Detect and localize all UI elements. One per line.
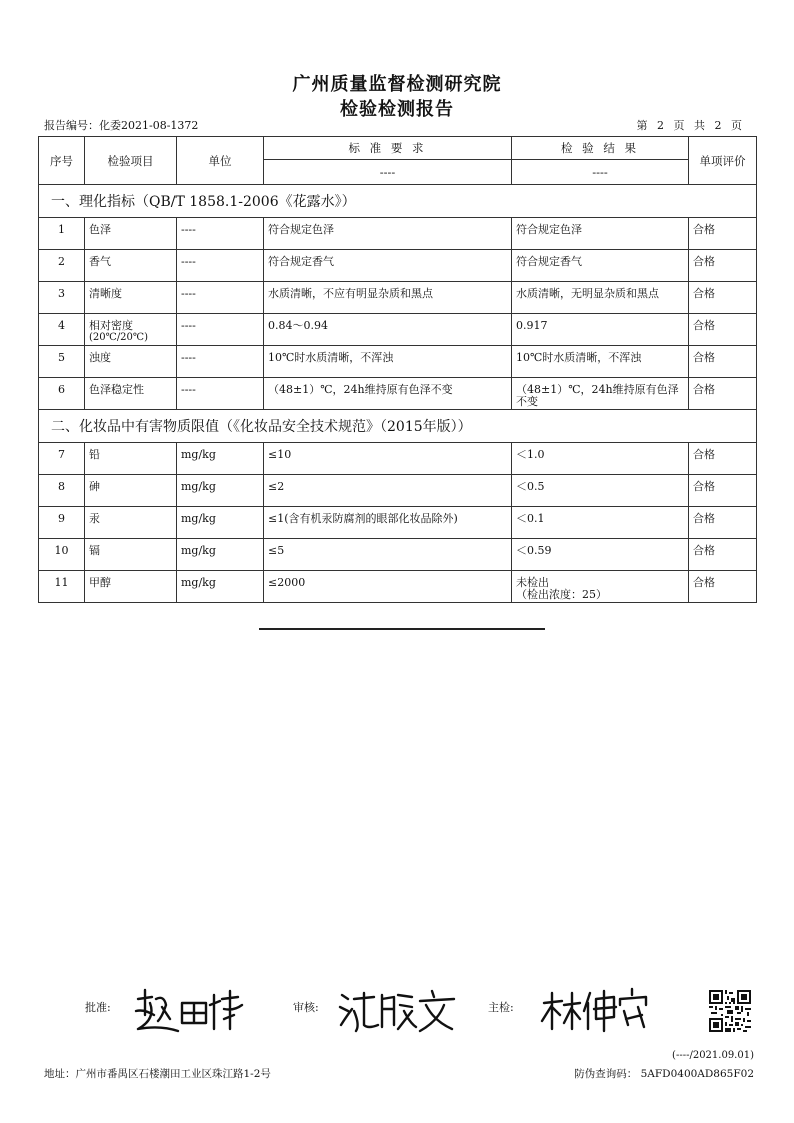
row-unit: ---- bbox=[177, 250, 264, 282]
table-row bbox=[39, 314, 757, 346]
row-unit: ---- bbox=[177, 218, 264, 250]
row-standard: 水质清晰，不应有明显杂质和黑点 bbox=[264, 282, 512, 314]
table-row bbox=[39, 571, 757, 603]
row-result: ＜1.0 bbox=[512, 443, 689, 475]
row-result: 水质清晰，无明显杂质和黑点 bbox=[512, 282, 689, 314]
row-unit: mg/kg bbox=[177, 475, 264, 507]
table-row bbox=[39, 539, 757, 571]
inspect-label: 主检: bbox=[488, 1001, 514, 1014]
end-of-table-rule bbox=[259, 628, 545, 630]
row-item bbox=[85, 314, 177, 346]
row-evaluation: 合格 bbox=[689, 507, 757, 539]
row-evaluation: 合格 bbox=[689, 571, 757, 603]
col-seq-header: 序号 bbox=[39, 137, 85, 185]
row-unit: ---- bbox=[177, 314, 264, 346]
row-item: 铅 bbox=[85, 443, 177, 475]
row-seq: 3 bbox=[39, 282, 85, 314]
row-standard: ≤2 bbox=[264, 475, 512, 507]
row-standard: 10℃时水质清晰，不浑浊 bbox=[264, 346, 512, 378]
row-item: 汞 bbox=[85, 507, 177, 539]
row-result: ＜0.5 bbox=[512, 475, 689, 507]
row-unit: ---- bbox=[177, 282, 264, 314]
row-evaluation: 合格 bbox=[689, 378, 757, 410]
approve-label: 批准: bbox=[85, 1001, 111, 1014]
row-evaluation: 合格 bbox=[689, 250, 757, 282]
row-result: 0.917 bbox=[512, 314, 689, 346]
row-standard: （48±1）℃，24h维持原有色泽不变 bbox=[264, 378, 512, 410]
row-item-note: (20℃/20℃) bbox=[89, 332, 148, 343]
report-number: 报告编号：化委2021-08-1372 bbox=[44, 119, 199, 132]
row-item: 浊度 bbox=[85, 346, 177, 378]
report-title: 检验检测报告 bbox=[340, 99, 454, 120]
row-standard: 0.84～0.94 bbox=[264, 314, 512, 346]
row-result: 10℃时水质清晰，不浑浊 bbox=[512, 346, 689, 378]
row-unit: mg/kg bbox=[177, 507, 264, 539]
row-seq: 4 bbox=[39, 314, 85, 346]
col-unit-header: 单位 bbox=[177, 137, 264, 185]
table-row bbox=[39, 443, 757, 475]
table-row bbox=[39, 507, 757, 539]
row-evaluation: 合格 bbox=[689, 475, 757, 507]
row-evaluation: 合格 bbox=[689, 314, 757, 346]
review-label: 审核: bbox=[293, 1001, 319, 1014]
row-unit: mg/kg bbox=[177, 539, 264, 571]
row-seq: 10 bbox=[39, 539, 85, 571]
row-result-note: （检出浓度：25） bbox=[516, 588, 607, 601]
row-seq: 1 bbox=[39, 218, 85, 250]
row-result: 符合规定色泽 bbox=[512, 218, 689, 250]
row-seq: 8 bbox=[39, 475, 85, 507]
row-item-name: 相对密度 bbox=[89, 319, 133, 332]
anti-fake-code: 防伪查询码： 5AFD0400AD865F02 bbox=[574, 1068, 754, 1080]
qr-code-icon bbox=[709, 990, 751, 1032]
row-standard: 符合规定香气 bbox=[264, 250, 512, 282]
page-info: 第 2 页 共 2 页 bbox=[636, 119, 742, 132]
col-result-header: 检 验 结 果 bbox=[512, 137, 689, 160]
row-unit: ---- bbox=[177, 378, 264, 410]
row-seq: 7 bbox=[39, 443, 85, 475]
row-seq: 5 bbox=[39, 346, 85, 378]
row-standard: 符合规定色泽 bbox=[264, 218, 512, 250]
row-standard: ≤1(含有机汞防腐剂的眼部化妆品除外) bbox=[264, 507, 512, 539]
issue-date: (----/2021.09.01) bbox=[672, 1050, 754, 1061]
row-evaluation: 合格 bbox=[689, 539, 757, 571]
row-seq: 9 bbox=[39, 507, 85, 539]
row-item: 色泽稳定性 bbox=[85, 378, 177, 410]
table-row bbox=[39, 475, 757, 507]
table-row bbox=[39, 346, 757, 378]
section-title: 一、理化指标（QB/T 1858.1-2006《花露水》） bbox=[39, 185, 757, 218]
row-result bbox=[512, 571, 689, 603]
inspect-signature bbox=[540, 985, 650, 1035]
row-standard: ≤5 bbox=[264, 539, 512, 571]
col-evaluation-header: 单项评价 bbox=[689, 137, 757, 185]
col-result-subheader: ---- bbox=[512, 160, 689, 185]
table-row bbox=[39, 282, 757, 314]
row-result: 符合规定香气 bbox=[512, 250, 689, 282]
row-item: 砷 bbox=[85, 475, 177, 507]
row-unit: ---- bbox=[177, 346, 264, 378]
row-evaluation: 合格 bbox=[689, 218, 757, 250]
row-evaluation: 合格 bbox=[689, 443, 757, 475]
approve-signature bbox=[130, 985, 250, 1035]
row-result: （48±1）℃，24h维持原有色泽不变 bbox=[512, 378, 689, 410]
row-item: 镉 bbox=[85, 539, 177, 571]
row-item: 清晰度 bbox=[85, 282, 177, 314]
row-seq: 11 bbox=[39, 571, 85, 603]
table-row bbox=[39, 378, 757, 410]
row-unit: mg/kg bbox=[177, 571, 264, 603]
col-standard-subheader: ---- bbox=[264, 160, 512, 185]
row-seq: 2 bbox=[39, 250, 85, 282]
col-item-header: 检验项目 bbox=[85, 137, 177, 185]
row-result-value: 未检出 bbox=[516, 576, 549, 589]
review-signature bbox=[338, 985, 458, 1035]
col-standard-header: 标 准 要 求 bbox=[264, 137, 512, 160]
row-evaluation: 合格 bbox=[689, 346, 757, 378]
row-unit: mg/kg bbox=[177, 443, 264, 475]
row-item: 甲醇 bbox=[85, 571, 177, 603]
section-title: 二、化妆品中有害物质限值（《化妆品安全技术规范》（2015年版）） bbox=[39, 410, 757, 443]
row-seq: 6 bbox=[39, 378, 85, 410]
row-item: 色泽 bbox=[85, 218, 177, 250]
results-table bbox=[38, 136, 757, 603]
row-standard: ≤2000 bbox=[264, 571, 512, 603]
row-evaluation: 合格 bbox=[689, 282, 757, 314]
row-result: ＜0.1 bbox=[512, 507, 689, 539]
row-result: ＜0.59 bbox=[512, 539, 689, 571]
table-row bbox=[39, 250, 757, 282]
address: 地址：广州市番禺区石楼潮田工业区珠江路1-2号 bbox=[44, 1068, 271, 1080]
row-item: 香气 bbox=[85, 250, 177, 282]
table-row bbox=[39, 218, 757, 250]
row-standard: ≤10 bbox=[264, 443, 512, 475]
institute-name: 广州质量监督检测研究院 bbox=[292, 74, 502, 95]
